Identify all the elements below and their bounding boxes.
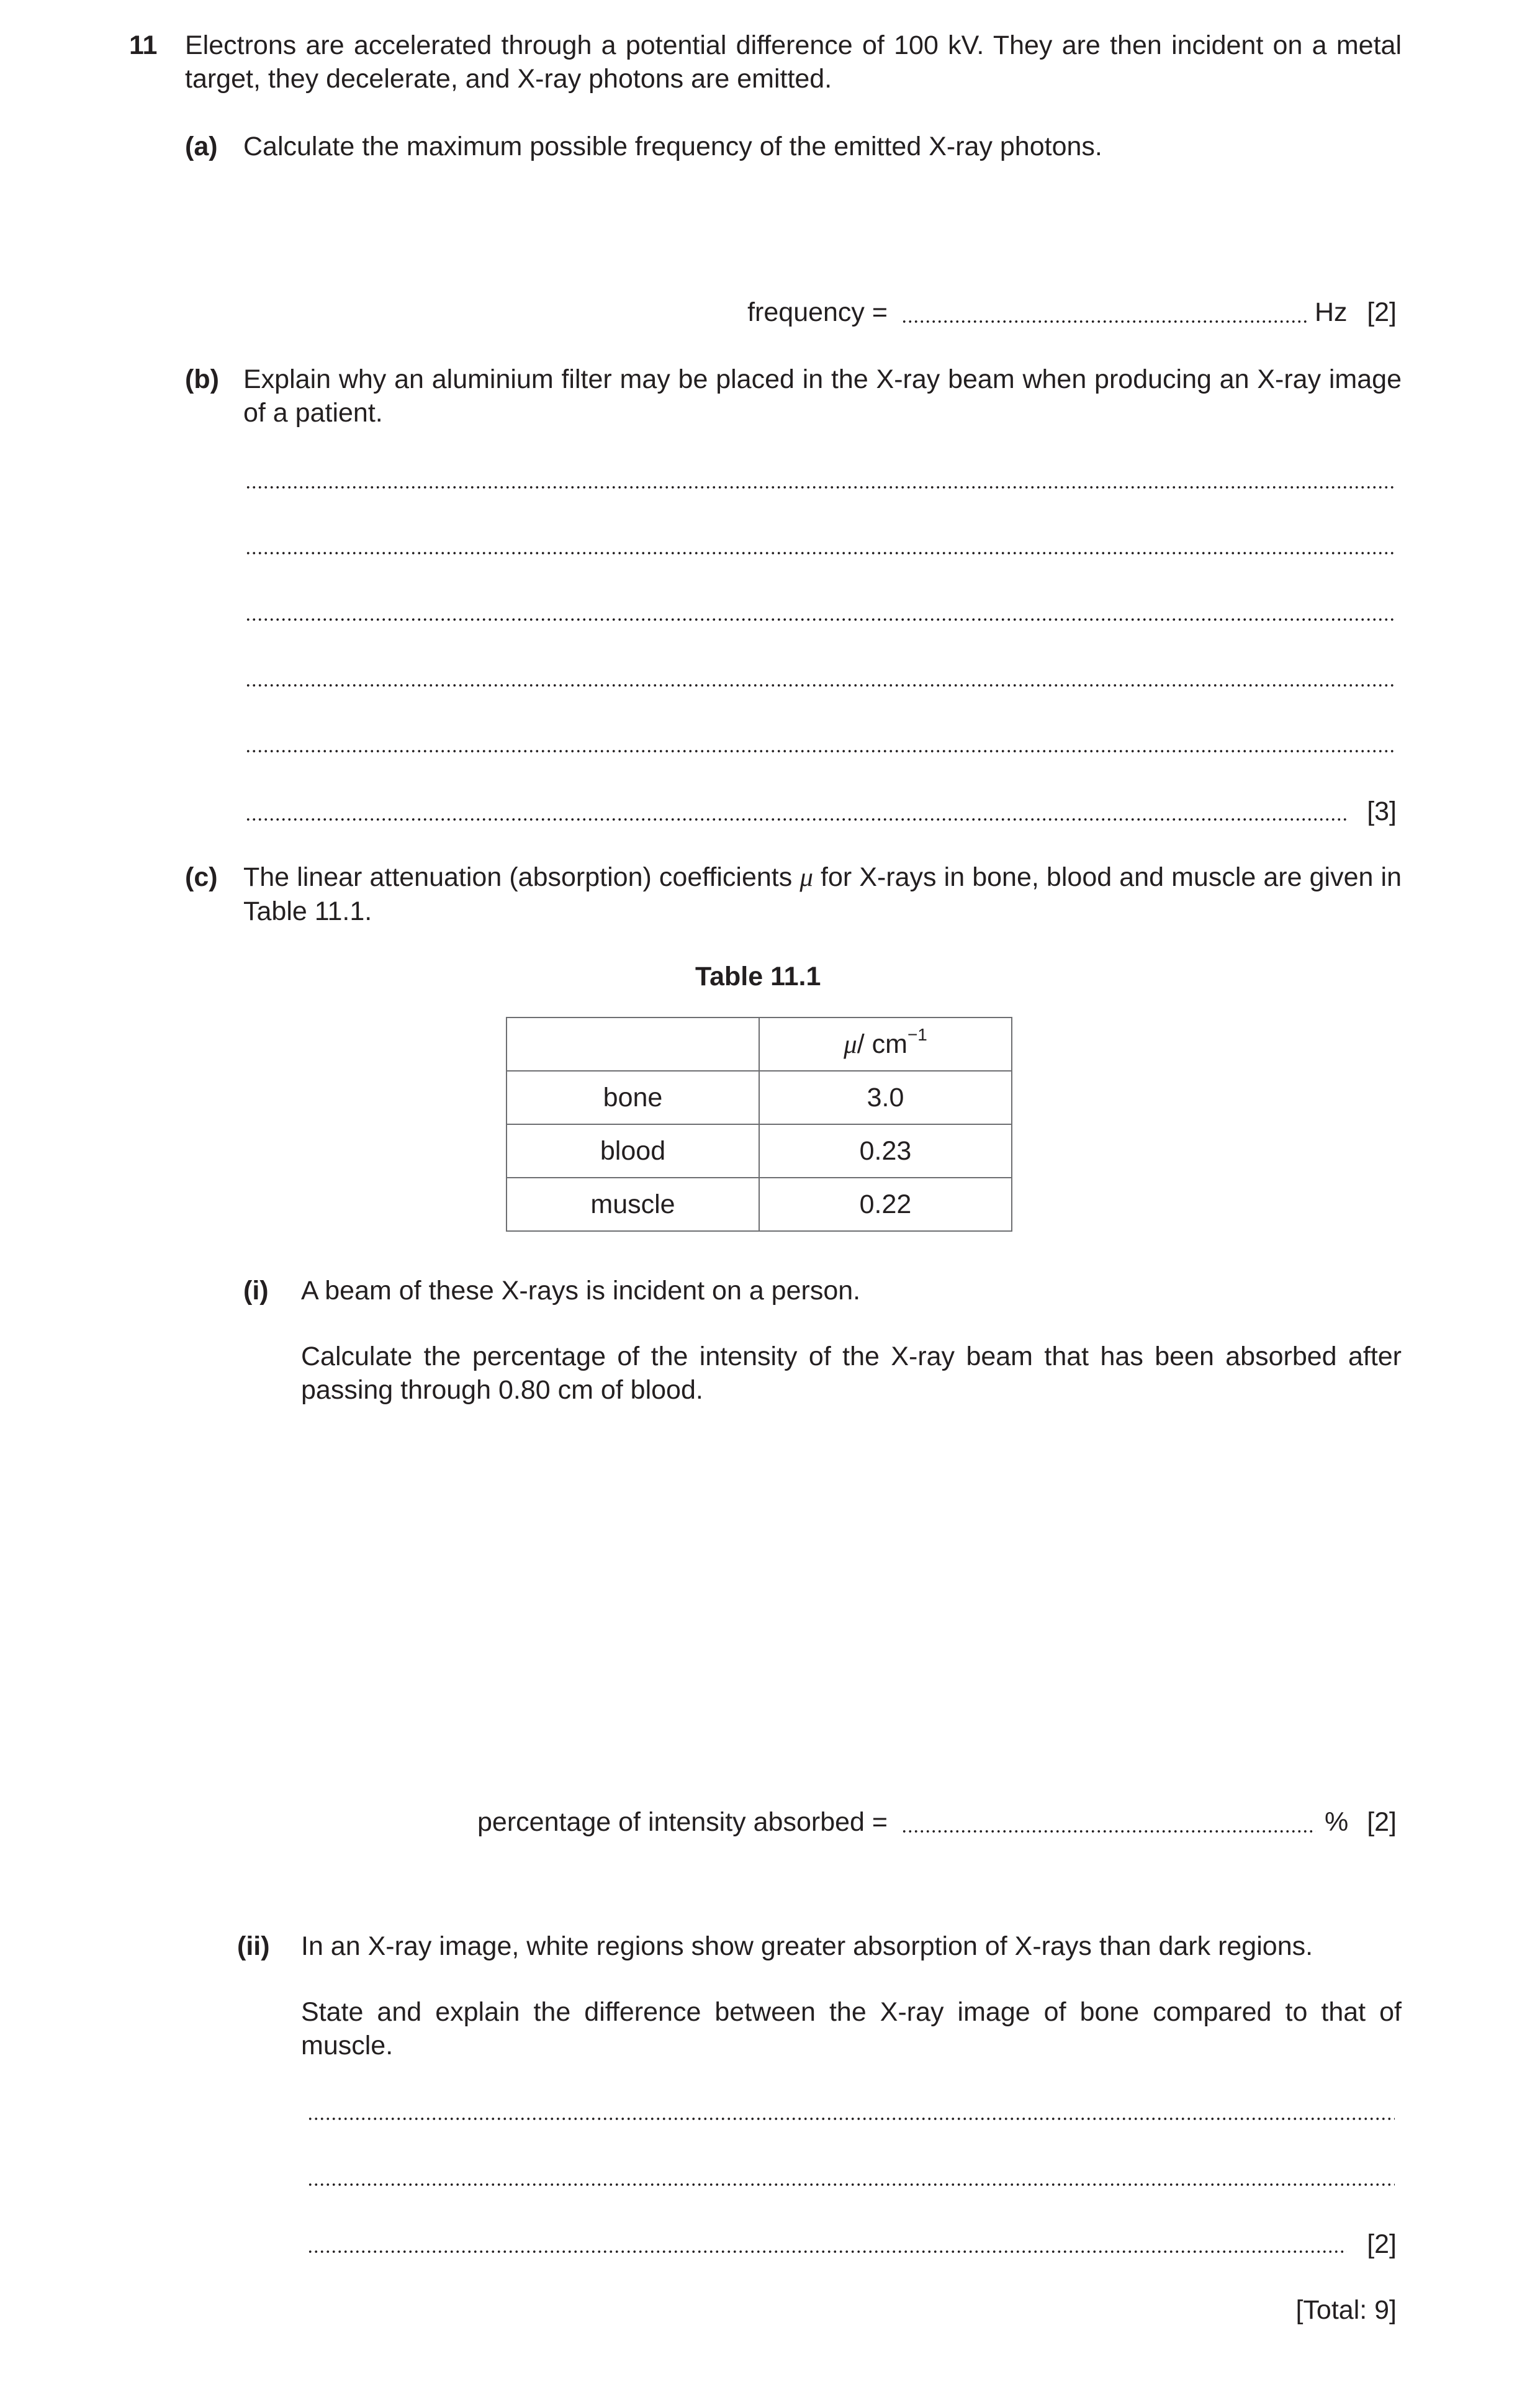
part-b-label: (b) bbox=[185, 364, 219, 394]
sub-i-text-2: Calculate the percentage of the intensity of the X-ray beam that has been absorbed after passing through 0.80 cm of blood. bbox=[301, 1342, 1402, 1405]
frequency-unit: Hz bbox=[1315, 297, 1348, 327]
part-b-marks: [3] bbox=[1367, 796, 1397, 826]
sub-ii-answer-line-1[interactable] bbox=[307, 2118, 1395, 2120]
question-number: 11 bbox=[129, 30, 158, 60]
sub-ii-answer-line-3[interactable] bbox=[307, 2250, 1347, 2253]
table-header-mu-symbol: μ bbox=[844, 1029, 857, 1059]
part-c-label: (c) bbox=[185, 862, 218, 892]
part-c-text-before: The linear attenuation (absorption) coefficients bbox=[243, 862, 793, 892]
table-row bbox=[507, 1124, 1012, 1178]
table-header-empty bbox=[507, 1018, 759, 1071]
table-title: Table 11.1 bbox=[695, 962, 821, 991]
part-b-answer-line-6[interactable] bbox=[245, 818, 1347, 821]
sub-ii-label: (ii) bbox=[237, 1931, 270, 1961]
table-cell-tissue: muscle bbox=[507, 1178, 759, 1231]
frequency-answer-line[interactable] bbox=[901, 320, 1308, 323]
mu-symbol: μ bbox=[799, 863, 813, 892]
percentage-answer-label: percentage of intensity absorbed = bbox=[477, 1807, 888, 1837]
table-row bbox=[507, 1071, 1012, 1124]
sub-ii-answer-line-2[interactable] bbox=[307, 2183, 1395, 2186]
table-header-row bbox=[507, 1018, 1012, 1071]
part-b-answer-line-4[interactable] bbox=[245, 684, 1395, 687]
sub-i-label: (i) bbox=[243, 1276, 269, 1306]
part-a-marks: [2] bbox=[1367, 297, 1397, 327]
table-row bbox=[507, 1178, 1012, 1231]
sub-i-marks: [2] bbox=[1367, 1807, 1397, 1837]
part-b-answer-line-2[interactable] bbox=[245, 552, 1395, 554]
part-a-text: Calculate the maximum possible frequency of the emitted X-ray photons. bbox=[243, 132, 1102, 161]
attenuation-table bbox=[506, 1017, 1012, 1232]
part-b-text: Explain why an aluminium filter may be placed in the X-ray beam when producing an X-ray image of a patient. bbox=[243, 364, 1402, 428]
sub-ii-marks: [2] bbox=[1367, 2229, 1397, 2259]
question-intro: Electrons are accelerated through a potential difference of 100 kV. They are then incident on a metal target, they decelerate, and X-ray photons are emitted. bbox=[185, 30, 1402, 94]
table-cell-value: 0.23 bbox=[759, 1124, 1012, 1178]
table-cell-tissue: bone bbox=[507, 1071, 759, 1124]
sub-i-text-1: A beam of these X-rays is incident on a person. bbox=[301, 1276, 861, 1306]
part-a-label: (a) bbox=[185, 132, 218, 161]
percentage-unit: % bbox=[1325, 1807, 1349, 1837]
table-cell-value: 0.22 bbox=[759, 1178, 1012, 1231]
frequency-answer-label: frequency = bbox=[747, 297, 888, 327]
table-header-exponent: −1 bbox=[907, 1025, 927, 1045]
part-b-answer-line-3[interactable] bbox=[245, 618, 1395, 621]
table-cell-value: 3.0 bbox=[759, 1071, 1012, 1124]
table-header-unit: / cm bbox=[857, 1029, 907, 1059]
sub-ii-text-2: State and explain the difference between the X-ray image of bone compared to that of muscle. bbox=[301, 1997, 1402, 2060]
sub-ii-text-1: In an X-ray image, white regions show greater absorption of X-rays than dark regions. bbox=[301, 1931, 1313, 1961]
part-b-answer-line-1[interactable] bbox=[245, 486, 1395, 489]
table-cell-tissue: blood bbox=[507, 1124, 759, 1178]
total-marks: [Total: 9] bbox=[1295, 2295, 1397, 2325]
percentage-answer-line[interactable] bbox=[901, 1830, 1316, 1833]
part-c-text bbox=[243, 860, 1402, 928]
part-c-text-after: for X-rays in bone, blood and muscle are given in Table 11.1. bbox=[243, 862, 1402, 926]
part-b-answer-line-5[interactable] bbox=[245, 750, 1395, 752]
table-header-mu bbox=[759, 1018, 1012, 1071]
